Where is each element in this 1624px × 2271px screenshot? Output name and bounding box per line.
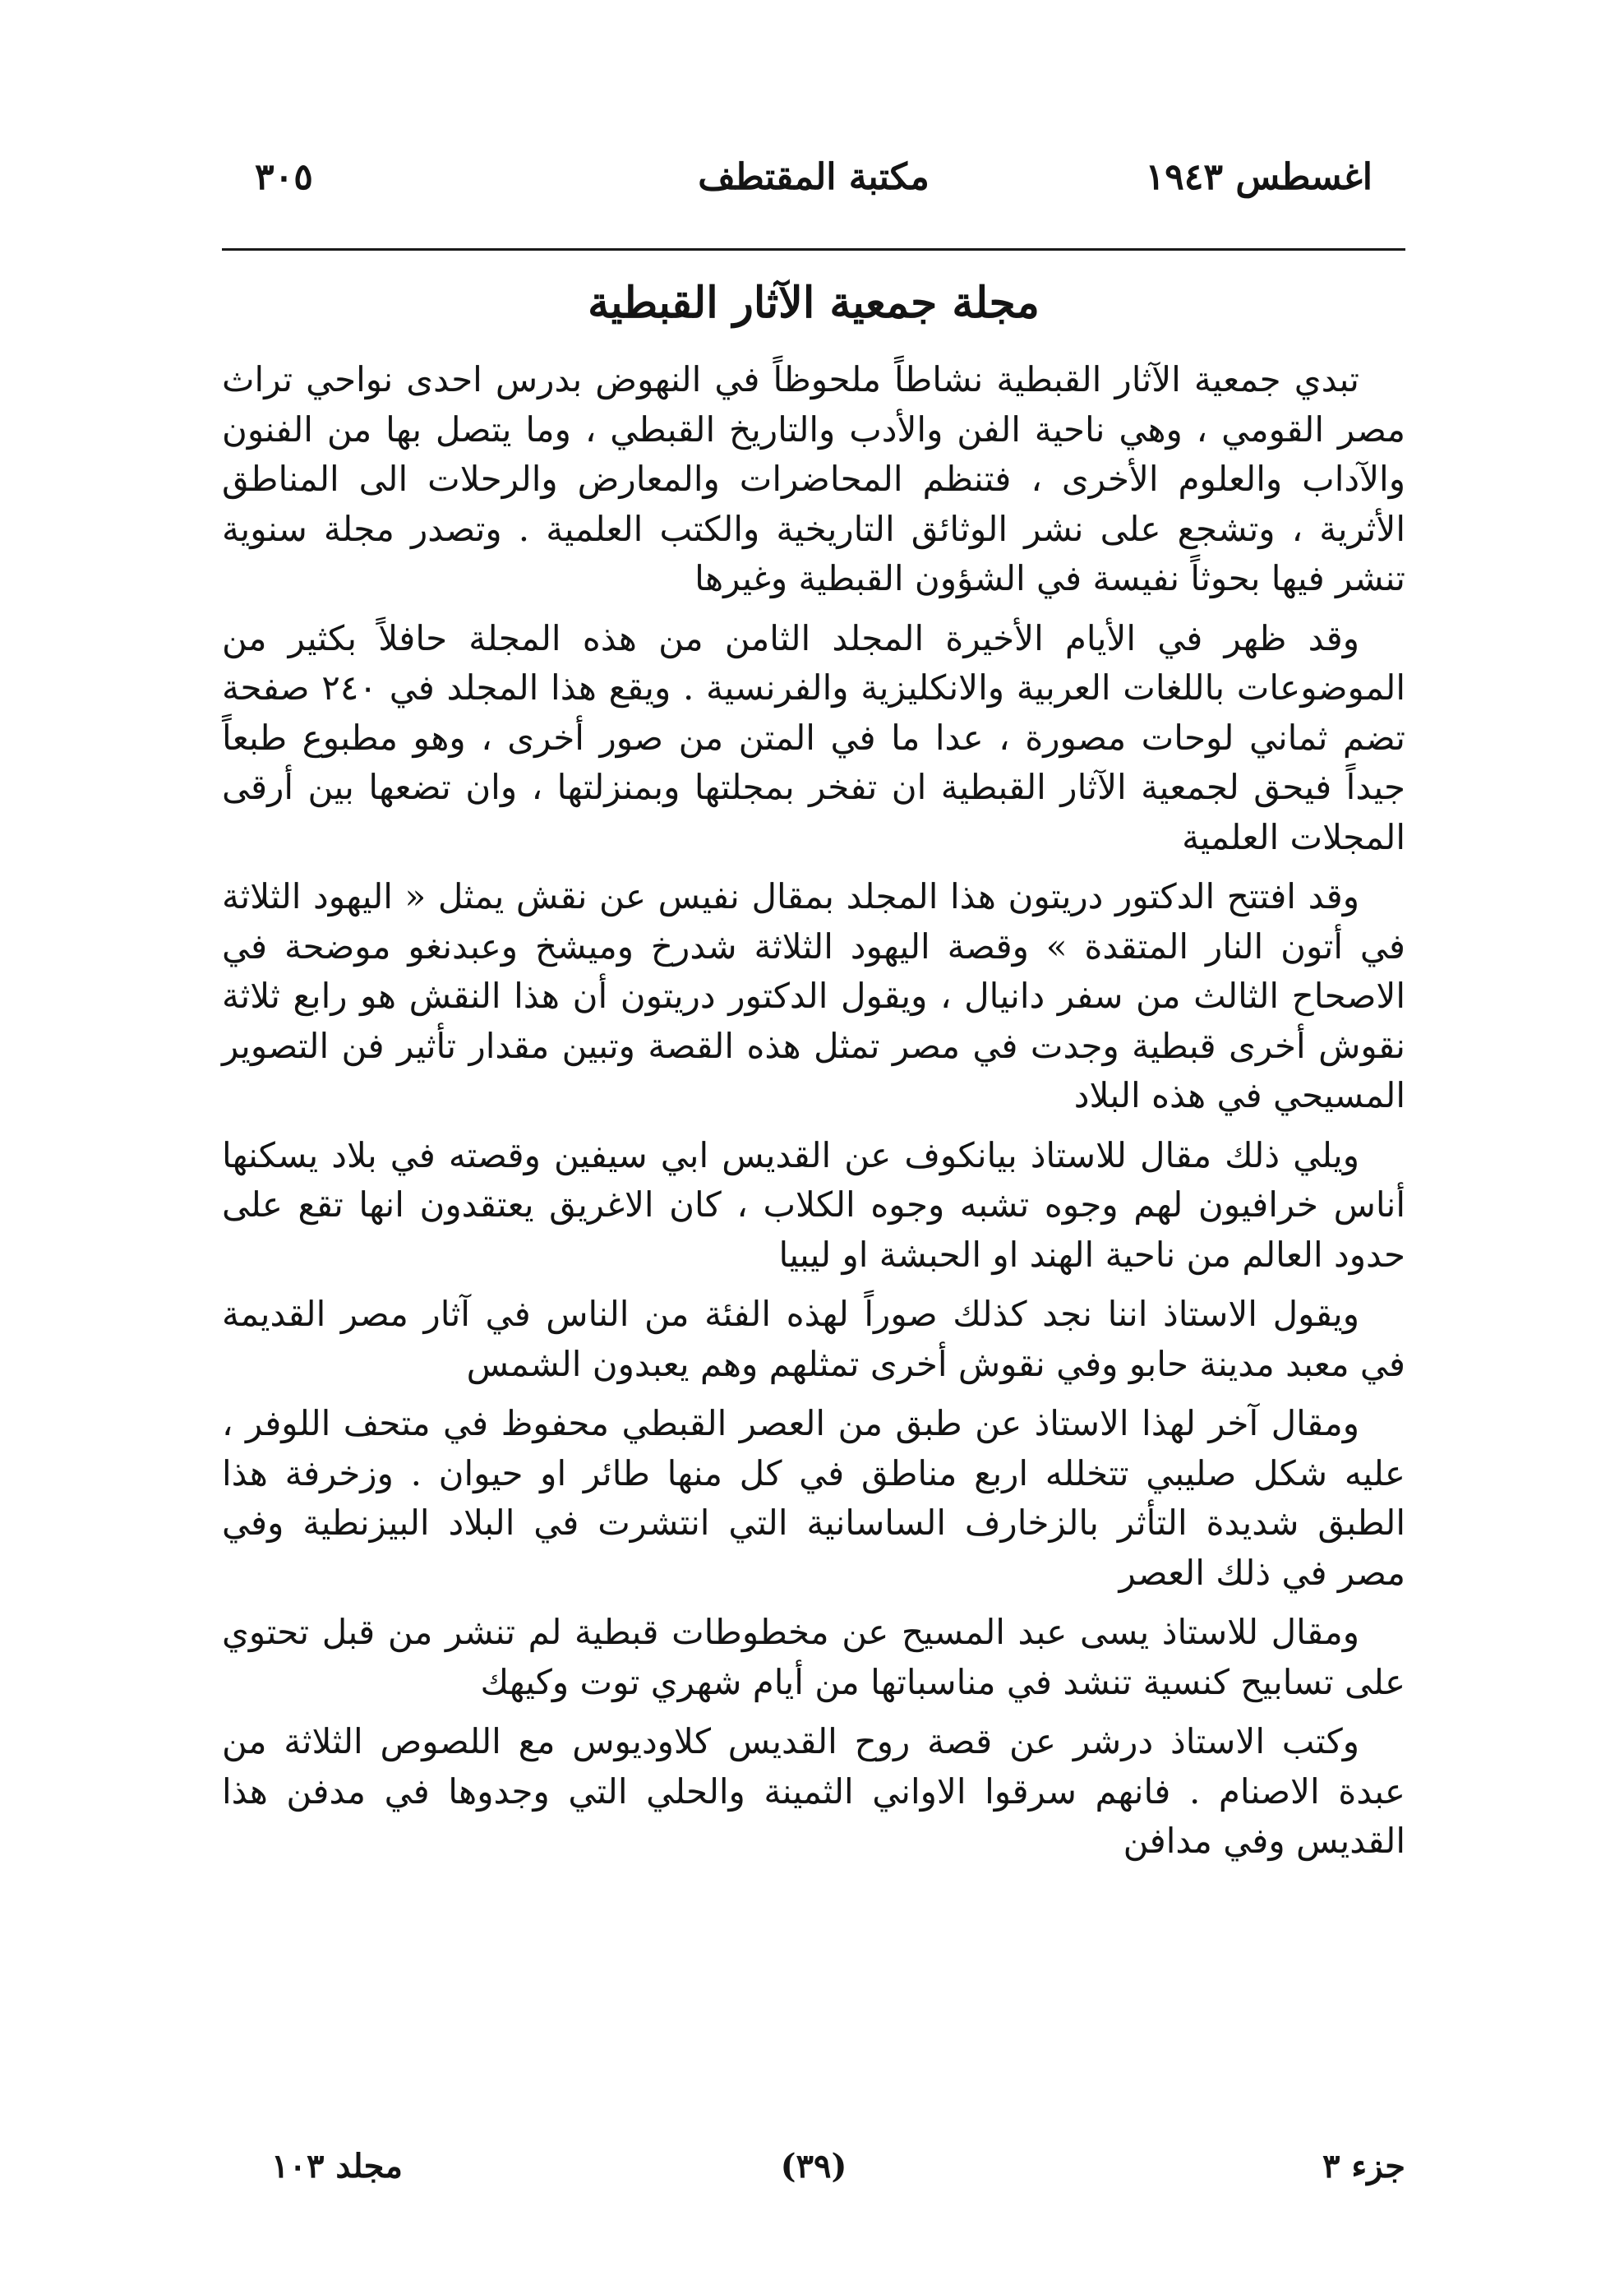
article-title: مجلة جمعية الآثار القبطية	[588, 278, 1040, 328]
header-page-number: ٣٠٥	[255, 156, 313, 198]
paragraph-8: وكتب الاستاذ درشر عن قصة روح القديس كلاوديوس مع اللصوص الثلاثة من عبدة الاصنام . فانهم سرقوا الاواني الثمينة والحلي التي وجدوها في مدفن هذا القديس وفي مدافن	[222, 1721, 1405, 1861]
paragraph-3: وقد افتتح الدكتور دريتون هذا المجلد بمقال نفيس عن نقش يمثل « اليهود الثلاثة في أتون النار المتقدة » وقصة اليهود الثلاثة شدرخ وميشخ وعبدنغو موضحة في الاصحاح الثالث من سفر دانيال ، ويقول الدكتور دريتون أن هذا النقش هو رابع ثلاثة نقوش أخرى قبطية وجدت في مصر تمثل هذه القصة وتبين مقدار تأثير فن التصوير المسيحي في هذه البلاد	[222, 876, 1405, 1115]
document-page	[222, 123, 1405, 2211]
paragraph-1: تبدي جمعية الآثار القبطية نشاطاً ملحوظاً في النهوض بدرس احدى نواحي تراث مصر القومي ، وهي ناحية الفن والأدب والتاريخ القبطي ، وما يتصل بها من الفنون والآداب والعلوم الأخرى ، فتنظم المحاضرات والمعارض والرحلات الى المناطق الأثرية ، وتشجع على نشر الوثائق التاريخية والكتب العلمية . وتصدر مجلة سنوية تنشر فيها بحوثاً نفيسة في الشؤون القبطية وغيرها	[222, 359, 1405, 598]
footer-signature: (٣٩)	[780, 2147, 847, 2186]
header-date: اغسطس ١٩٤٣	[1145, 156, 1373, 198]
footer-part: جزء ٣	[1322, 2147, 1405, 2186]
paragraph-2: وقد ظهر في الأيام الأخيرة المجلد الثامن من هذه المجلة حافلاً بكثير من الموضوعات باللغات العربية والانكليزية والفرنسية . ويقع هذا المجلد في ٢٤٠ صفحة تضم ثماني لوحات مصورة ، عدا ما في المتن من صور أخرى ، وهو مطبوع طبعاً جيداً فيحق لجمعية الآثار القبطية ان تفخر بمجلتها وبمنزلتها ، وان تضعها بين أرقى المجلات العلمية	[222, 617, 1406, 857]
article-body	[222, 355, 1405, 1876]
paragraph-5: ويقول الاستاذ اننا نجد كذلك صوراً لهذه الفئة من الناس في آثار مصر القديمة في معبد مدينة حابو وفي نقوش أخرى تمثلهم وهم يعبدون الشمس	[222, 1294, 1405, 1384]
header-section-title: مكتبة المقتطف	[698, 156, 930, 198]
paragraph-7: ومقال للاستاذ يسى عبد المسيح عن مخطوطات قبطية لم تنشر من قبل تحتوي على تسابيح كنسية تنشد في مناسباتها من أيام شهري توت وكيهك	[222, 1612, 1405, 1702]
page-footer	[222, 2147, 1405, 2204]
running-header	[222, 156, 1405, 222]
footer-volume: مجلد ١٠٣	[271, 2147, 403, 2186]
paragraph-6: ومقال آخر لهذا الاستاذ عن طبق من العصر القبطي محفوظ في متحف اللوفر ، عليه شكل صليبي تتخلله اربع مناطق في كل منها طائر او حيوان . وزخرفة هذا الطبق شديدة التأثر بالزخارف الساسانية التي انتشرت في البلاد البيزنطية وفي مصر في ذلك العصر	[222, 1403, 1405, 1593]
paragraph-4: ويلي ذلك مقال للاستاذ بيانكوف عن القديس ابي سيفين وقصته في بلاد يسكنها أناس خرافيون لهم وجوه تشبه وجوه الكلاب ، كان الاغريق يعتقدون انها تقع على حدود العالم من ناحية الهند او الحبشة او ليبيا	[222, 1134, 1405, 1275]
header-rule	[222, 248, 1405, 251]
